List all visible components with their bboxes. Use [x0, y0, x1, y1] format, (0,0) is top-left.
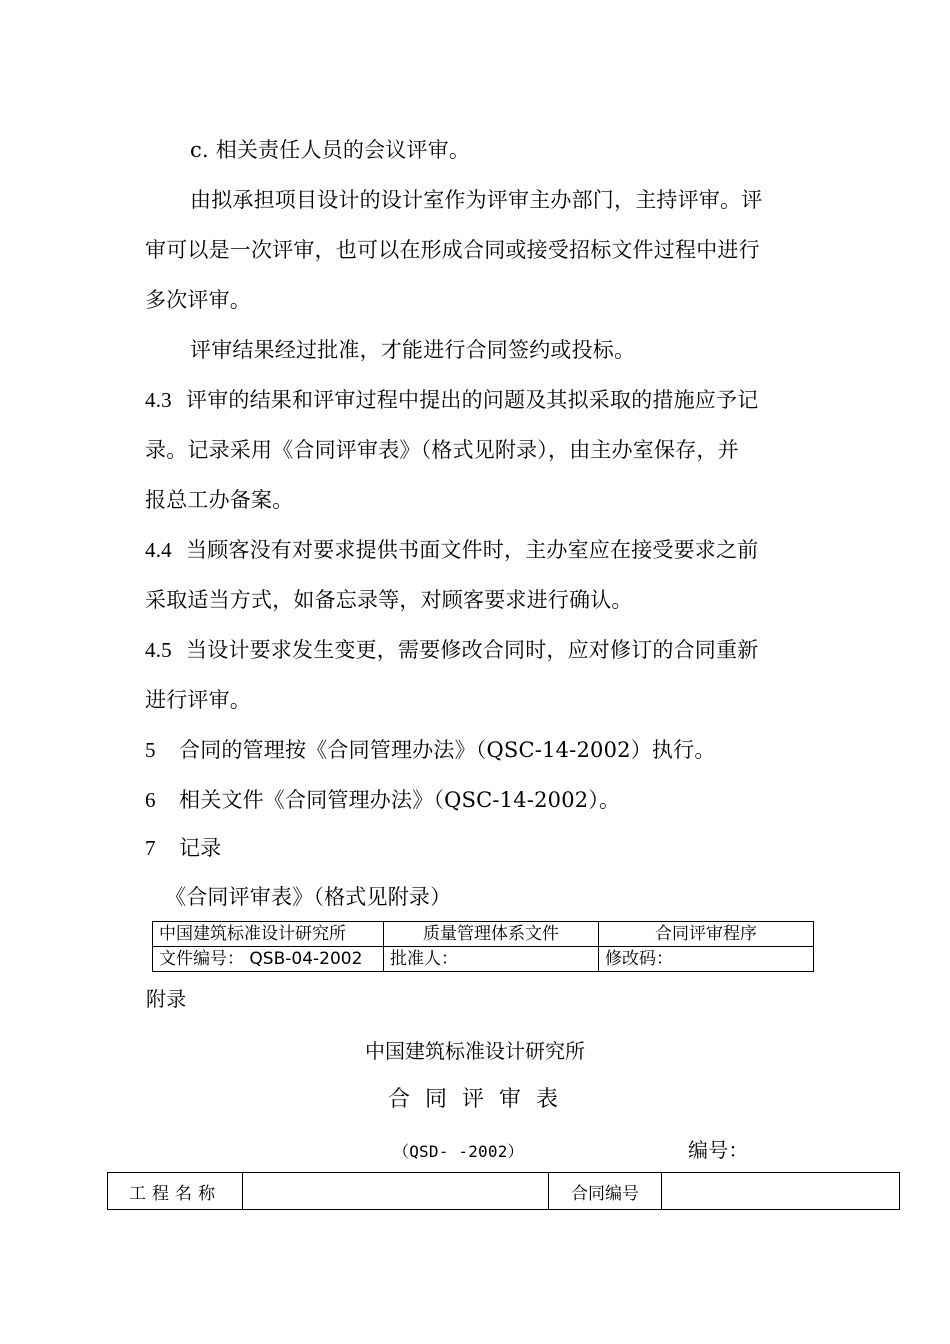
- section-7-text: 记录: [179, 836, 222, 860]
- appendix-label: 附录: [146, 987, 187, 1011]
- header-procedure-cell: 合同评审程序: [599, 922, 814, 947]
- contract-number-field[interactable]: [662, 1173, 900, 1210]
- section-6-text: 相关文件《合同管理办法》（QSC-14-2002）。: [179, 788, 621, 812]
- form-title: 合 同 评 审 表: [388, 1087, 562, 1112]
- header-institute-cell: 中国建筑标准设计研究所: [153, 922, 384, 947]
- section-4-5-number: 4.5: [145, 638, 172, 662]
- section-5: [145, 737, 716, 763]
- section-6: [145, 787, 620, 813]
- header-approver-cell: 批准人：: [384, 947, 599, 972]
- header-row-1: [153, 922, 814, 947]
- section-5-number: 5: [145, 738, 156, 762]
- contract-number-label: 合同编号: [549, 1173, 662, 1210]
- section-4-3-cont2: 报总工办备案。: [145, 488, 294, 512]
- record-form-reference: 《合同评审表》（格式见附录）: [165, 885, 452, 909]
- section-4-4: [145, 537, 758, 563]
- paragraph-host-dept-cont1: 审可以是一次评审，也可以在形成合同或接受招标文件过程中进行: [145, 238, 760, 262]
- section-4-5-text: 当设计要求发生变更，需要修改合同时，应对修订的合同重新: [186, 638, 759, 662]
- section-4-4-text: 当顾客没有对要求提供书面文件时，主办室应在接受要求之前: [186, 538, 759, 562]
- form-code: （QSD- -2002）: [393, 1142, 524, 1161]
- section-5-text: 合同的管理按《合同管理办法》（QSC-14-2002）执行。: [179, 738, 716, 762]
- section-6-number: 6: [145, 788, 156, 812]
- project-name-label: 工程名称: [108, 1173, 243, 1210]
- section-4-4-number: 4.4: [145, 538, 172, 562]
- section-4-3-number: 4.3: [145, 388, 172, 412]
- paragraph-host-dept: 由拟承担项目设计的设计室作为评审主办部门，主持评审。评: [190, 188, 763, 212]
- document-header-table: [152, 921, 814, 972]
- project-name-field[interactable]: [243, 1173, 549, 1210]
- section-4-3: [145, 387, 758, 413]
- section-7: [145, 835, 221, 861]
- appendix-institute-title: 中国建筑标准设计研究所: [365, 1039, 585, 1063]
- paragraph-c: c. 相关责任人员的会议评审。: [190, 138, 471, 162]
- form-row-project: [108, 1173, 900, 1210]
- paragraph-host-dept-cont2: 多次评审。: [145, 288, 251, 312]
- section-4-3-text: 评审的结果和评审过程中提出的问题及其拟采取的措施应予记: [186, 388, 759, 412]
- section-4-3-cont1: 录。记录采用《合同评审表》（格式见附录），由主办室保存，并: [145, 438, 739, 462]
- section-4-5-cont: 进行评审。: [145, 688, 251, 712]
- header-system-doc-cell: 质量管理体系文件: [384, 922, 599, 947]
- paragraph-approval: 评审结果经过批准，才能进行合同签约或投标。: [190, 338, 636, 362]
- section-4-4-cont: 采取适当方式，如备忘录等，对顾客要求进行确认。: [145, 588, 633, 612]
- section-7-number: 7: [145, 836, 156, 860]
- header-revision-cell: 修改码：: [599, 947, 814, 972]
- header-row-2: [153, 947, 814, 972]
- section-4-5: [145, 637, 758, 663]
- serial-number-label: 编号：: [688, 1138, 749, 1162]
- header-doc-number-cell: 文件编号： QSB-04-2002: [153, 947, 384, 972]
- contract-review-form-table: [107, 1172, 900, 1210]
